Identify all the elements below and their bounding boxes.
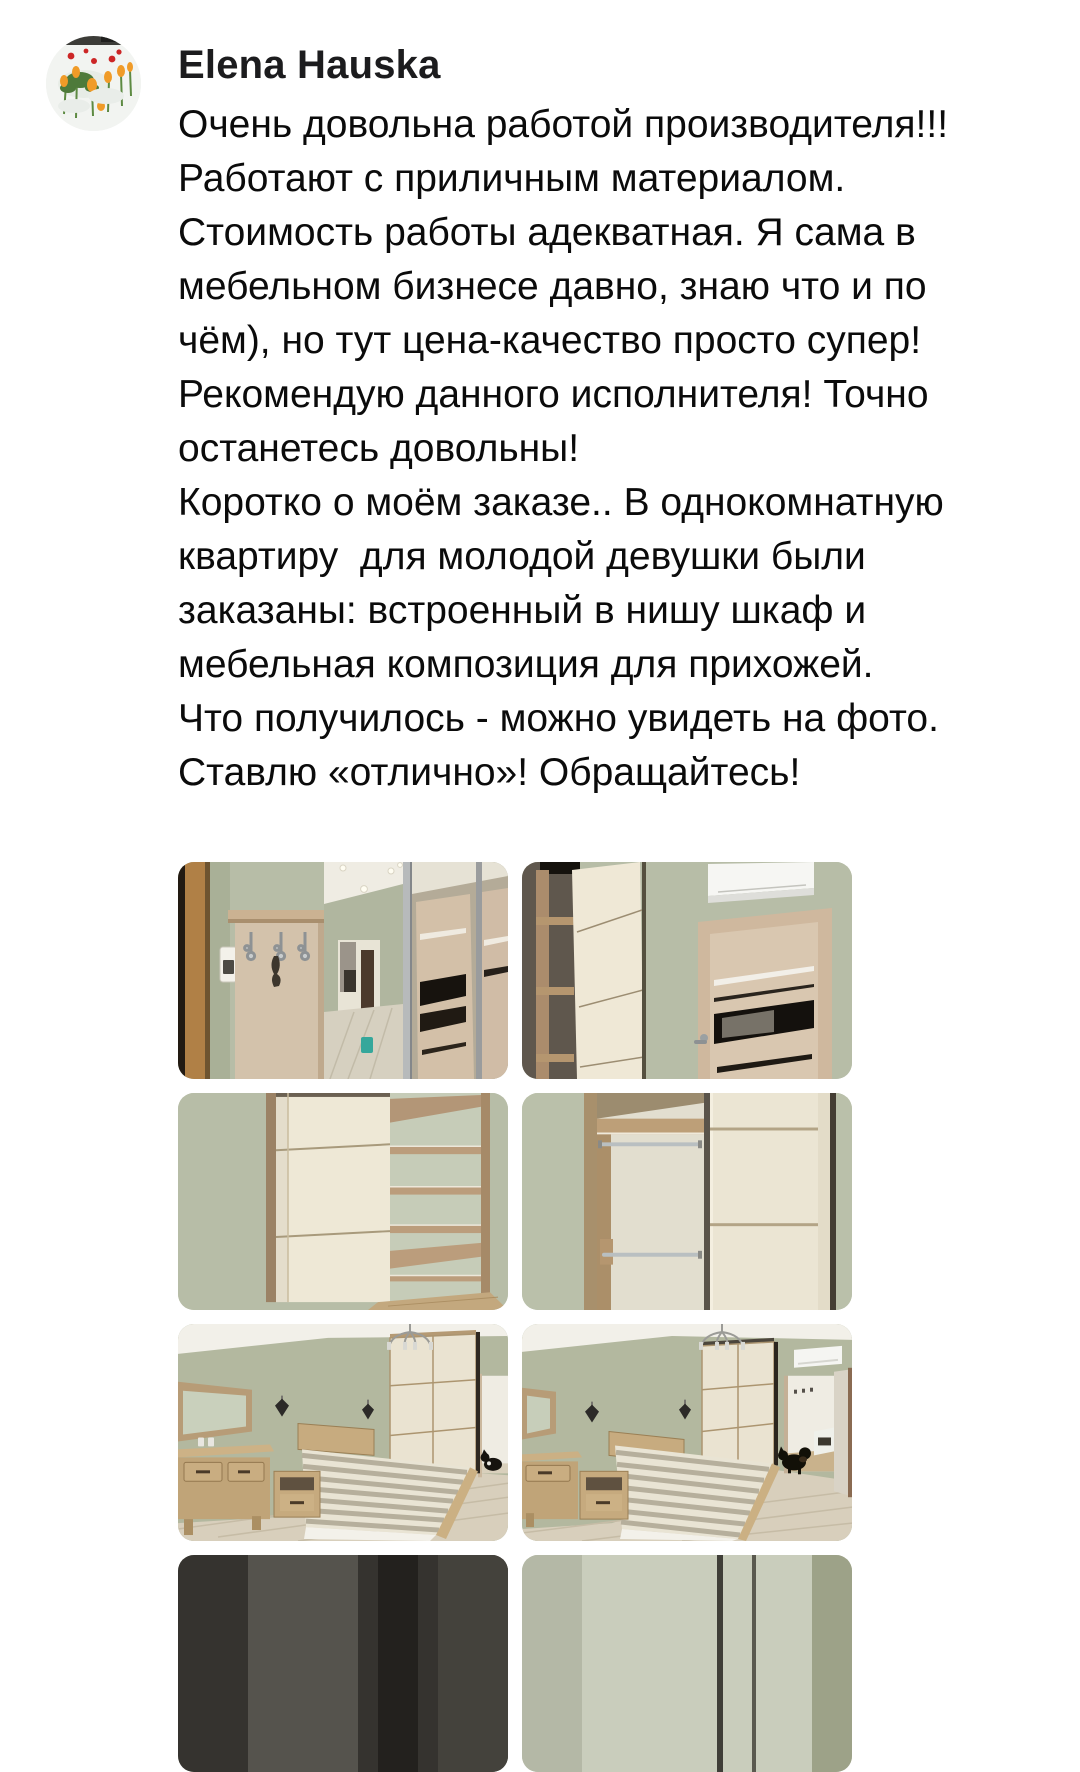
photo-wardrobe-door-ac[interactable]: [522, 862, 852, 1079]
bedroom-left-photo-image: [178, 1324, 508, 1541]
review-line: чём), но тут цена-качество просто супер!: [178, 319, 922, 362]
avatar-flowers-image: [46, 36, 141, 131]
review-line: останетесь довольны!: [178, 427, 580, 470]
review-line: квартиру для молодой девушки были: [178, 535, 866, 578]
partial-left-photo-image: [178, 1555, 508, 1772]
author-name[interactable]: Elena Hauska: [178, 43, 441, 87]
review-line: Ставлю «отлично»! Обращайтесь!: [178, 751, 801, 794]
review-line: Стоимость работы адекватная. Я сама в: [178, 211, 916, 254]
partial-right-photo-image: [522, 1555, 852, 1772]
photo-grid: [178, 862, 852, 1772]
photo-partial-left[interactable]: [178, 1555, 508, 1772]
hallway-photo-image: [178, 862, 508, 1079]
review-line: Что получилось - можно увидеть на фото.: [178, 697, 939, 740]
photo-partial-right[interactable]: [522, 1555, 852, 1772]
review-line: Коротко о моём заказе.. В однокомнатную: [178, 481, 944, 524]
avatar[interactable]: [46, 36, 141, 131]
wardrobe-door-photo-image: [522, 862, 852, 1079]
review-text: [178, 98, 1078, 800]
rods-photo-image: [522, 1093, 852, 1310]
review-line: Рекомендую данного исполнителя! Точно: [178, 373, 929, 416]
photo-wardrobe-shelves[interactable]: [178, 1093, 508, 1310]
photo-bedroom-right[interactable]: [522, 1324, 852, 1541]
review-line: мебельном бизнесе давно, знаю что и по: [178, 265, 927, 308]
photo-hallway-coatrack[interactable]: [178, 862, 508, 1079]
review-line: мебельная композиция для прихожей.: [178, 643, 874, 686]
photo-bedroom-left[interactable]: [178, 1324, 508, 1541]
shelves-photo-image: [178, 1093, 508, 1310]
review-line: заказаны: встроенный в нишу шкаф и: [178, 589, 867, 632]
bedroom-right-photo-image: [522, 1324, 852, 1541]
photo-wardrobe-rods[interactable]: [522, 1093, 852, 1310]
review-line: Работают с приличным материалом.: [178, 157, 846, 200]
review-line: Очень довольна работой производителя!!!: [178, 103, 949, 146]
